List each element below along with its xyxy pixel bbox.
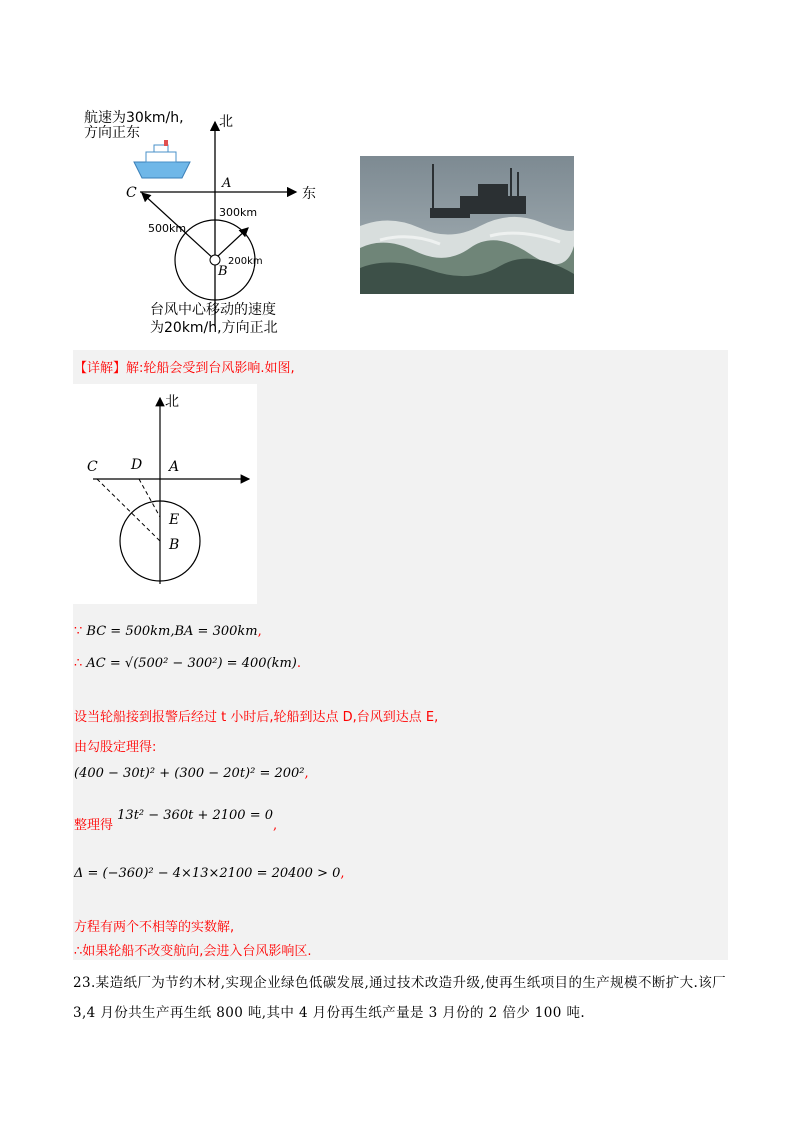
label-C: C — [126, 185, 137, 201]
eq-simplify-row: 整理得 13t² − 360t + 2100 = 0, — [74, 808, 278, 833]
detail-title: 【详解】 — [74, 361, 127, 376]
ship-icon — [134, 140, 190, 178]
dist-CB: 500km — [148, 222, 187, 235]
eq-discriminant: Δ = (−360)² − 4×13×2100 = 20400 > 0, — [74, 866, 345, 881]
solution-diagram — [73, 384, 257, 604]
therefore-symbol: ∴ — [74, 656, 83, 671]
typhoon-note-line1: 台风中心移动的速度 — [150, 302, 276, 318]
fig2-label-B: B — [169, 537, 180, 553]
ship-note-line2: 方向正东 — [84, 125, 140, 141]
eq-pythagoras: (400 − 30t)² + (300 − 20t)² = 200², — [74, 766, 309, 781]
label-B: B — [218, 264, 228, 279]
detail-intro: 解:轮船会受到台风影响.如图, — [126, 361, 295, 376]
label-A: A — [222, 176, 232, 191]
eq3: (400 − 30t)² + (300 − 20t)² = 200² — [74, 766, 305, 781]
fig2-label-C: C — [87, 459, 98, 475]
eq-ac: ∴ AC = √(500² − 300²) = 400(km). — [74, 656, 302, 671]
pyth-text: 由勾股定理得: — [74, 740, 157, 755]
simplify-prefix: 整理得 — [74, 818, 114, 833]
eq-given: ∵ BC = 500km,BA = 300km, — [74, 624, 262, 639]
radius-label: 200km — [228, 256, 263, 267]
eq5: Δ = (−360)² − 4×13×2100 = 20400 > 0 — [74, 866, 341, 881]
storm-ship-photo — [360, 156, 574, 294]
question-23: 23.某造纸厂为节约木材,实现企业绿色低碳发展,通过技术改造升级,使再生纸项目的生产规模不断扩大.该厂 3,4 月份共生产再生纸 800 吨,其中 4 月份再生纸产量是 3 月份的 2 倍少 100 吨. — [73, 975, 727, 1021]
label-north: 北 — [219, 114, 233, 130]
dist-AB: 300km — [219, 206, 258, 219]
fig2-label-A: A — [169, 459, 180, 475]
because-symbol: ∵ — [74, 624, 83, 639]
fig2-label-north: 北 — [165, 394, 179, 410]
eq2: AC = √(500² − 300²) = 400(km) — [86, 656, 297, 671]
eq1: BC = 500km,BA = 300km — [86, 624, 258, 639]
fig2-label-E: E — [169, 512, 180, 528]
typhoon-note-line2: 为20km/h,方向正北 — [150, 320, 278, 336]
label-east: 东 — [302, 186, 316, 202]
solution-intro — [74, 357, 295, 376]
typhoon-diagram — [72, 100, 322, 340]
eq4: 13t² − 360t + 2100 = 0 — [117, 808, 273, 823]
fig2-label-D: D — [131, 457, 143, 473]
ship-note-line1: 航速为30km/h, — [84, 110, 184, 126]
roots-text: 方程有两个不相等的实数解, — [74, 920, 235, 935]
let-text: 设当轮船接到报警后经过 t 小时后,轮船到达点 D,台风到达点 E, — [74, 710, 439, 725]
conclusion-text: ∴如果轮船不改变航向,会进入台风影响区. — [74, 944, 312, 959]
